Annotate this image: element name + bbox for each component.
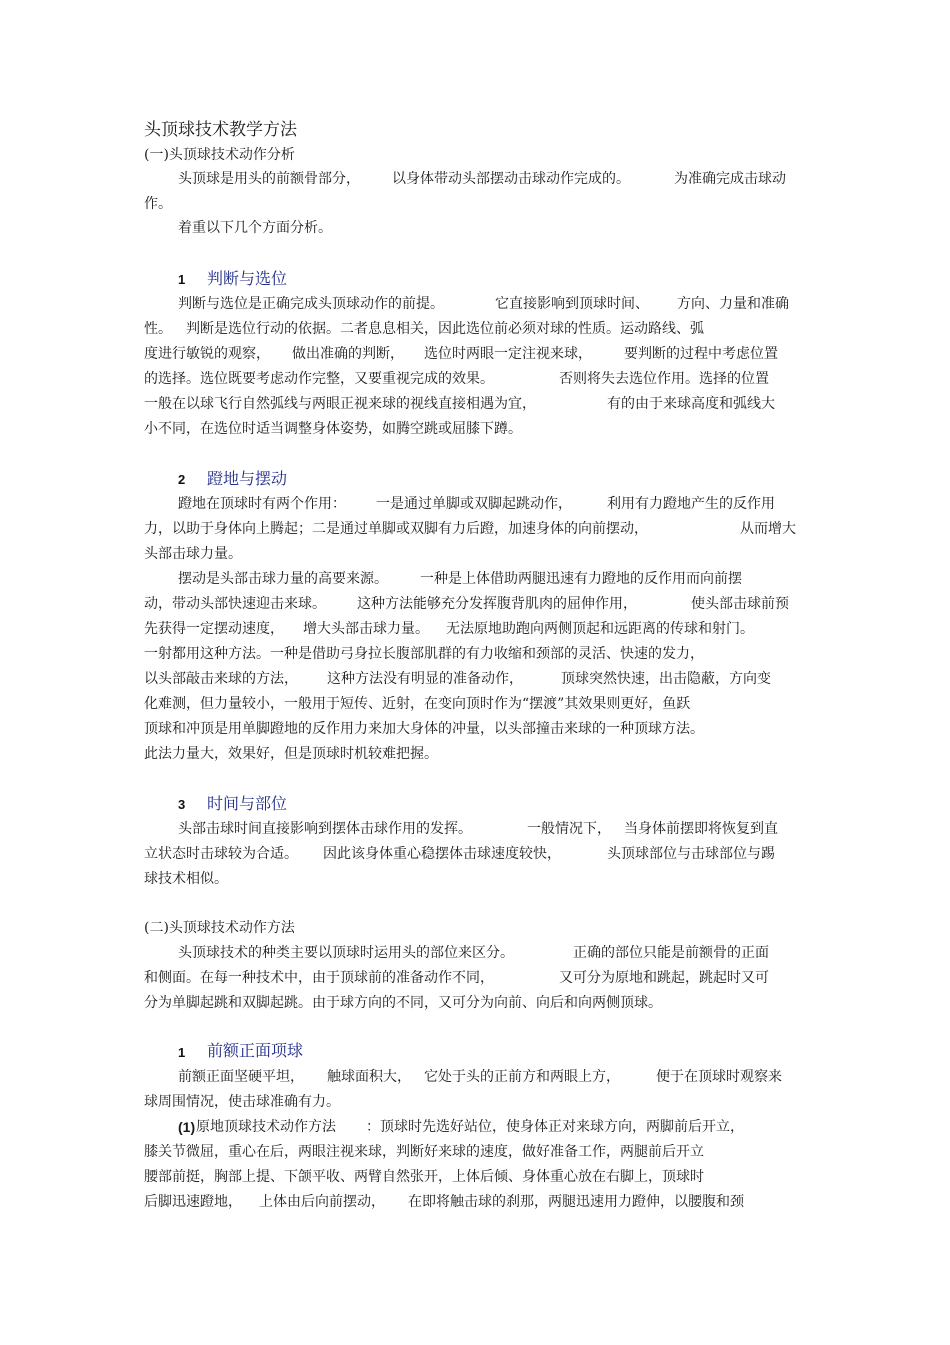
paragraph-text: 正确的部位只能是前额骨的正面 [573, 945, 769, 961]
paragraph-text: 头部击球力量。 [144, 546, 242, 562]
paragraph-text: 后脚迅速蹬地， [144, 1194, 242, 1210]
paragraph-text: 着重以下几个方面分析。 [178, 220, 332, 236]
subsection-title: 原地顶球技术动作方法 [196, 1119, 336, 1135]
section-number: 1 [178, 272, 186, 287]
paragraph-text: 化难测，但力量较小，一般用于短传、近射，在变向顶时作为“摆渡”其效果则更好，鱼跃 [144, 696, 691, 712]
paragraph-text: 的选择。选位既要考虑动作完整，又要重视完成的效果。 [144, 371, 494, 387]
section-number: 3 [178, 797, 186, 812]
paragraph-text: 方向、力量和准确 [677, 296, 789, 312]
paragraph-text: 膝关节微屈，重心在后，两眼注视来球，判断好来球的速度，做好准备工作，两腿前后开立 [144, 1144, 704, 1160]
paragraph-text: 一是通过单脚或双脚起跳动作， [376, 496, 572, 512]
paragraph-text: 要判断的过程中考虑位置 [624, 346, 778, 362]
paragraph-text: 利用有力蹬地产生的反作用 [607, 496, 775, 512]
section-heading: 时间与部位 [207, 794, 288, 813]
paragraph-text: 一射都用这种方法。一种是借助弓身拉长腹部肌群的有力收缩和颈部的灵活、快速的发力， [144, 646, 704, 662]
paragraph-text: 此法力量大，效果好，但是顶球时机较难把握。 [144, 746, 438, 762]
paragraph-text: 便于在顶球时观察来 [656, 1069, 782, 1085]
paragraph-text: 头部击球时间直接影响到摆体击球作用的发挥。 [178, 821, 472, 837]
paragraph-text: 选位时两眼一定注视来球， [424, 346, 592, 362]
paragraph-text: 有的由于来球高度和弧线大 [607, 396, 775, 412]
paragraph-text: 在即将触击球的刹那，两腿迅速用力蹬伸，以腰腹和颈 [408, 1194, 744, 1210]
paragraph-text: 无法原地助跑向两侧顶起和远距离的传球和射门。 [446, 621, 754, 637]
paragraph-text: 上体由后向前摆动， [259, 1194, 385, 1210]
paragraph-text: 这种方法没有明显的准备动作， [327, 671, 523, 687]
paragraph-text: 以身体带动头部摆动击球动作完成的。 [392, 171, 630, 187]
paragraph-text: 顶球和冲顶是用单脚蹬地的反作用力来加大身体的冲量，以头部撞击来球的一种顶球方法。 [144, 721, 704, 737]
section-number: 1 [178, 1045, 186, 1060]
paragraph-text: 动，带动头部快速迎击来球。 [144, 596, 326, 612]
paragraph-text: 度进行敏锐的观察， [144, 346, 270, 362]
paragraph-text: 它处于头的正前方和两眼上方， [424, 1069, 620, 1085]
paragraph-text: 小不同，在选位时适当调整身体姿势，如腾空跳或屈膝下蹲。 [144, 421, 522, 437]
paragraph-text: 为准确完成击球动 [674, 171, 786, 187]
paragraph-text: 触球面积大， [327, 1069, 411, 1085]
subsection-number: (1) [178, 1119, 196, 1135]
paragraph-text: 当身体前摆即将恢复到直 [624, 821, 778, 837]
paragraph-text: 摆动是头部击球力量的高要来源。 [178, 571, 388, 587]
part2-heading: (二)头顶球技术动作方法 [144, 920, 295, 936]
paragraph-text: 一般在以球飞行自然弧线与两眼正视来球的视线直接相遇为宜， [144, 396, 536, 412]
paragraph-text: 从而增大 [740, 521, 796, 537]
paragraph-text: 它直接影响到顶球时间、 [495, 296, 649, 312]
paragraph-text: 判断与选位是正确完成头顶球动作的前提。 [178, 296, 444, 312]
paragraph-text: 又可分为原地和跳起，跳起时又可 [559, 970, 769, 986]
paragraph-text: 否则将失去选位作用。选择的位置 [559, 371, 769, 387]
paragraph-text: 判断是选位行动的依据。二者息息相关，因此选位前必须对球的性质。运动路线、弧 [186, 321, 704, 337]
paragraph-text: 分为单脚起跳和双脚起跳。由于球方向的不同，又可分为向前、向后和向两侧顶球。 [144, 995, 662, 1011]
paragraph-text: 以头部敲击来球的方法， [144, 671, 298, 687]
paragraph-text: 顶球突然快速，出击隐蔽，方向变 [561, 671, 771, 687]
paragraph-text: 前额正面坚硬平坦， [178, 1069, 304, 1085]
paragraph-text: 头顶球部位与击球部位与踢 [607, 846, 775, 862]
paragraph-text: 头顶球是用头的前额骨部分， [178, 171, 360, 187]
paragraph-text: 使头部击球前预 [691, 596, 789, 612]
paragraph-text: 增大头部击球力量。 [303, 621, 429, 637]
section-heading: 判断与选位 [207, 269, 288, 288]
paragraph-text: 做出准确的判断， [292, 346, 404, 362]
paragraph-text: 这种方法能够充分发挥腹背肌肉的屈伸作用， [357, 596, 637, 612]
paragraph-text: 作。 [144, 196, 172, 212]
paragraph-text: 先获得一定摆动速度， [144, 621, 284, 637]
paragraph-text: 球周围情况，使击球准确有力。 [144, 1094, 340, 1110]
paragraph-text: 立状态时击球较为合适。 [144, 846, 298, 862]
section-number: 2 [178, 472, 186, 487]
section-heading: 蹬地与摆动 [207, 469, 288, 488]
paragraph-text: 一种是上体借助两腿迅速有力蹬地的反作用而向前摆 [420, 571, 742, 587]
paragraph-text: 力，以助于身体向上腾起；二是通过单脚或双脚有力后蹬，加速身体的向前摆动， [144, 521, 648, 537]
paragraph-text: 性。 [144, 321, 172, 337]
paragraph-text: 球技术相似。 [144, 871, 228, 887]
section-heading: 前额正面项球 [207, 1041, 304, 1060]
paragraph-text: 蹬地在顶球时有两个作用： [178, 496, 346, 512]
part1-heading: (一)头顶球技术动作分析 [144, 147, 295, 163]
paragraph-text: 腰部前挺，胸部上提、下颌平收、两臂自然张开，上体后倾、身体重心放在右脚上，顶球时 [144, 1169, 704, 1185]
paragraph-text: 头顶球技术的种类主要以顶球时运用头的部位来区分。 [178, 945, 514, 961]
document-title: 头顶球技术教学方法 [144, 120, 297, 140]
paragraph-text: ：顶球时先选好站位，使身体正对来球方向，两脚前后开立， [366, 1119, 744, 1135]
paragraph-text: 因此该身体重心稳摆体击球速度较快， [323, 846, 561, 862]
paragraph-text: 一般情况下， [527, 821, 611, 837]
paragraph-text: 和侧面。在每一种技术中，由于顶球前的准备动作不同， [144, 970, 494, 986]
